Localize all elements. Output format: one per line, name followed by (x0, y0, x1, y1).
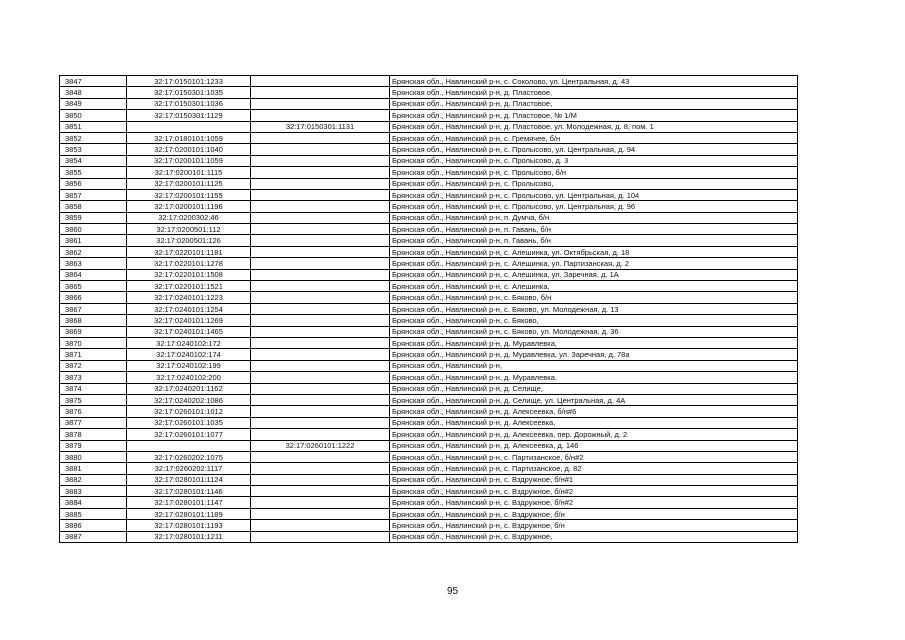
table-row (60, 451, 798, 462)
cadastral-number-cell: 32:17:0220101:1508 (127, 269, 251, 280)
row-number-cell: 3879 (60, 440, 127, 451)
cadastral-number-alt-cell (251, 497, 390, 508)
cadastral-number-alt-cell (251, 326, 390, 337)
row-number-cell: 3877 (60, 417, 127, 428)
row-number-cell: 3885 (60, 508, 127, 519)
table-row (60, 303, 798, 314)
row-number-cell: 3864 (60, 269, 127, 280)
address-cell: Брянская обл., Навлинский р-н, с. Алешинка, ул. Партизанская, д. 2 (390, 258, 798, 269)
address-cell: Брянская обл., Навлинский р-н, д. Пластовое, № 1/М (390, 110, 798, 121)
row-number-cell: 3848 (60, 87, 127, 98)
cadastral-number-alt-cell (251, 531, 390, 542)
cadastral-number-alt-cell (251, 520, 390, 531)
address-cell: Брянская обл., Навлинский р-н, с. Алешинка, (390, 281, 798, 292)
cadastral-number-alt-cell (251, 224, 390, 235)
cadastral-number-cell: 32:17:0240101:1254 (127, 303, 251, 314)
cadastral-number-alt-cell (251, 360, 390, 371)
table-row (60, 383, 798, 394)
address-cell: Брянская обл., Навлинский р-н, д. Алексеевка, (390, 417, 798, 428)
cadastral-number-cell: 32:17:0200101:1155 (127, 189, 251, 200)
cadastral-number-cell: 32:17:0200101:1059 (127, 155, 251, 166)
row-number-cell: 3880 (60, 451, 127, 462)
address-cell: Брянская обл., Навлинский р-н, с. Бяково, (390, 315, 798, 326)
cadastral-number-cell: 32:17:0240201:1162 (127, 383, 251, 394)
cadastral-number-cell (127, 121, 251, 132)
address-cell: Брянская обл., Навлинский р-н, с. Алешинка, ул. Заречная, д. 1А (390, 269, 798, 280)
cadastral-number-cell: 32:17:0280101:1147 (127, 497, 251, 508)
table-row (60, 429, 798, 440)
row-number-cell: 3874 (60, 383, 127, 394)
cadastral-number-cell: 32:17:0260101:1012 (127, 406, 251, 417)
table-row (60, 531, 798, 542)
table-row (60, 269, 798, 280)
address-cell: Брянская обл., Навлинский р-н, п. Гавань, б/н (390, 224, 798, 235)
cadastral-number-cell: 32:17:0200501:112 (127, 224, 251, 235)
cadastral-number-alt-cell (251, 429, 390, 440)
table-row (60, 246, 798, 257)
row-number-cell: 3881 (60, 463, 127, 474)
table-row (60, 463, 798, 474)
cadastral-number-cell: 32:17:0280101:1193 (127, 520, 251, 531)
table-row (60, 224, 798, 235)
cadastral-number-cell: 32:17:0240101:1269 (127, 315, 251, 326)
address-cell: Брянская обл., Навлинский р-н, д. Селище, (390, 383, 798, 394)
cadastral-number-alt-cell (251, 144, 390, 155)
cadastral-number-cell: 32:17:0240102:200 (127, 372, 251, 383)
cadastral-number-cell: 32:17:0240101:1465 (127, 326, 251, 337)
cadastral-number-cell: 32:17:0150301:1036 (127, 98, 251, 109)
cadastral-number-cell: 32:17:0220101:1278 (127, 258, 251, 269)
address-cell: Брянская обл., Навлинский р-н, с. Бяково, б/н (390, 292, 798, 303)
address-cell: Брянская обл., Навлинский р-н, с. Алешинка, ул. Октябрьская, д. 18 (390, 246, 798, 257)
cadastral-number-alt-cell (251, 281, 390, 292)
cadastral-number-alt-cell (251, 189, 390, 200)
address-cell: Брянская обл., Навлинский р-н, с. Вздружное, б/н (390, 508, 798, 519)
cadastral-number-cell: 32:17:0220101:1521 (127, 281, 251, 292)
table-body (60, 76, 798, 543)
row-number-cell: 3887 (60, 531, 127, 542)
cadastral-number-cell: 32:17:0200501:126 (127, 235, 251, 246)
row-number-cell: 3884 (60, 497, 127, 508)
row-number-cell: 3853 (60, 144, 127, 155)
table-row (60, 281, 798, 292)
address-cell: Брянская обл., Навлинский р-н, с. Пролысово, б/н (390, 167, 798, 178)
cadastral-number-alt-cell (251, 383, 390, 394)
table-row (60, 372, 798, 383)
cadastral-number-alt-cell (251, 201, 390, 212)
row-number-cell: 3876 (60, 406, 127, 417)
cadastral-number-cell: 32:17:0260101:1077 (127, 429, 251, 440)
table-row (60, 326, 798, 337)
cadastral-number-cell: 32:17:0280101:1146 (127, 486, 251, 497)
table-row (60, 508, 798, 519)
row-number-cell: 3856 (60, 178, 127, 189)
address-cell: Брянская обл., Навлинский р-н, с. Партизанское, д. 82 (390, 463, 798, 474)
cadastral-number-cell: 32:17:0150301:1129 (127, 110, 251, 121)
address-cell: Брянская обл., Навлинский р-н, (390, 360, 798, 371)
address-cell: Брянская обл., Навлинский р-н, д. Пластовое, (390, 98, 798, 109)
row-number-cell: 3847 (60, 76, 127, 87)
row-number-cell: 3857 (60, 189, 127, 200)
address-cell: Брянская обл., Навлинский р-н, д. Алексеевка, пер. Дорожный, д. 2 (390, 429, 798, 440)
cadastral-number-alt-cell (251, 349, 390, 360)
row-number-cell: 3850 (60, 110, 127, 121)
row-number-cell: 3870 (60, 337, 127, 348)
cadastral-number-alt-cell (251, 110, 390, 121)
cadastral-number-alt-cell (251, 508, 390, 519)
address-cell: Брянская обл., Навлинский р-н, п. Думча, б/н (390, 212, 798, 223)
cadastral-number-alt-cell (251, 372, 390, 383)
cadastral-number-alt-cell (251, 155, 390, 166)
address-cell: Брянская обл., Навлинский р-н, д. Пластовое, ул. Молодежная, д. 8, пом. 1 (390, 121, 798, 132)
table-row (60, 520, 798, 531)
table-row (60, 360, 798, 371)
row-number-cell: 3883 (60, 486, 127, 497)
cadastral-number-alt-cell (251, 406, 390, 417)
row-number-cell: 3863 (60, 258, 127, 269)
property-table (59, 75, 798, 543)
cadastral-number-alt-cell (251, 212, 390, 223)
cadastral-number-alt-cell (251, 394, 390, 405)
address-cell: Брянская обл., Навлинский р-н, с. Пролысово, д. 3 (390, 155, 798, 166)
cadastral-number-alt-cell (251, 486, 390, 497)
row-number-cell: 3858 (60, 201, 127, 212)
address-cell: Брянская обл., Навлинский р-н, с. Пролысово, ул. Центральная, д. 96 (390, 201, 798, 212)
table-row (60, 167, 798, 178)
table-row (60, 235, 798, 246)
table-row (60, 98, 798, 109)
row-number-cell: 3868 (60, 315, 127, 326)
cadastral-number-cell: 32:17:0240102:174 (127, 349, 251, 360)
table-row (60, 497, 798, 508)
cadastral-number-cell: 32:17:0280101:1124 (127, 474, 251, 485)
table-row (60, 258, 798, 269)
row-number-cell: 3862 (60, 246, 127, 257)
row-number-cell: 3855 (60, 167, 127, 178)
table-row (60, 417, 798, 428)
cadastral-number-cell: 32:17:0200101:1196 (127, 201, 251, 212)
page-number: 95 (446, 586, 459, 597)
row-number-cell: 3873 (60, 372, 127, 383)
table-row (60, 474, 798, 485)
address-cell: Брянская обл., Навлинский р-н, д. Муравлевка, ул. Заречная, д. 78а (390, 349, 798, 360)
table-row (60, 178, 798, 189)
row-number-cell: 3872 (60, 360, 127, 371)
address-cell: Брянская обл., Навлинский р-н, с. Пролысово, ул. Центральная, д. 94 (390, 144, 798, 155)
cadastral-number-alt-cell (251, 315, 390, 326)
row-number-cell: 3886 (60, 520, 127, 531)
address-cell: Брянская обл., Навлинский р-н, с. Бяково, ул. Молодежная, д. 13 (390, 303, 798, 314)
cadastral-number-alt-cell (251, 87, 390, 98)
cadastral-number-cell: 32:17:0260101:1035 (127, 417, 251, 428)
row-number-cell: 3859 (60, 212, 127, 223)
table-row (60, 394, 798, 405)
table-row (60, 337, 798, 348)
cadastral-number-alt-cell (251, 417, 390, 428)
row-number-cell: 3860 (60, 224, 127, 235)
cadastral-number-alt-cell (251, 258, 390, 269)
table-row (60, 144, 798, 155)
cadastral-number-cell: 32:17:0240102:199 (127, 360, 251, 371)
cadastral-number-cell: 32:17:0200101:1115 (127, 167, 251, 178)
address-cell: Брянская обл., Навлинский р-н, с. Партизанское, б/н#2 (390, 451, 798, 462)
table-row (60, 201, 798, 212)
cadastral-number-alt-cell: 32:17:0260101:1222 (251, 440, 390, 451)
cadastral-number-alt-cell: 32:17:0150301:1131 (251, 121, 390, 132)
address-cell: Брянская обл., Навлинский р-н, п. Гавань, б/н (390, 235, 798, 246)
cadastral-number-cell: 32:17:0220101:1181 (127, 246, 251, 257)
row-number-cell: 3878 (60, 429, 127, 440)
cadastral-number-cell: 32:17:0240102:172 (127, 337, 251, 348)
cadastral-number-cell: 32:17:0180101:1059 (127, 132, 251, 143)
row-number-cell: 3882 (60, 474, 127, 485)
row-number-cell: 3861 (60, 235, 127, 246)
address-cell: Брянская обл., Навлинский р-н, д. Муравлевка, (390, 337, 798, 348)
cadastral-number-cell: 32:17:0150301:1035 (127, 87, 251, 98)
cadastral-number-alt-cell (251, 167, 390, 178)
row-number-cell: 3867 (60, 303, 127, 314)
address-cell: Брянская обл., Навлинский р-н, с. Вздружное, б/н (390, 520, 798, 531)
table-row (60, 87, 798, 98)
cadastral-number-cell: 32:17:0200101:1125 (127, 178, 251, 189)
address-cell: Брянская обл., Навлинский р-н, д. Селище, ул. Центральная, д. 4А (390, 394, 798, 405)
address-cell: Брянская обл., Навлинский р-н, с. Вздружное, б/н#1 (390, 474, 798, 485)
cadastral-number-cell: 32:17:0200101:1040 (127, 144, 251, 155)
table-row (60, 189, 798, 200)
row-number-cell: 3849 (60, 98, 127, 109)
table-row (60, 292, 798, 303)
table-row (60, 76, 798, 87)
cadastral-number-cell: 32:17:0280101:1211 (127, 531, 251, 542)
address-cell: Брянская обл., Навлинский р-н, с. Бяково, ул. Молодежная, д. 36 (390, 326, 798, 337)
cadastral-number-alt-cell (251, 76, 390, 87)
cadastral-number-cell: 32:17:0200302:46 (127, 212, 251, 223)
cadastral-number-alt-cell (251, 337, 390, 348)
cadastral-number-cell: 32:17:0260202:1075 (127, 451, 251, 462)
cadastral-number-alt-cell (251, 474, 390, 485)
row-number-cell: 3852 (60, 132, 127, 143)
cadastral-number-alt-cell (251, 303, 390, 314)
table-row (60, 406, 798, 417)
address-cell: Брянская обл., Навлинский р-н, с. Вздружное, б/н#2 (390, 497, 798, 508)
cadastral-number-cell: 32:17:0260202:1117 (127, 463, 251, 474)
row-number-cell: 3869 (60, 326, 127, 337)
cadastral-number-alt-cell (251, 98, 390, 109)
row-number-cell: 3865 (60, 281, 127, 292)
table-row (60, 121, 798, 132)
cadastral-number-alt-cell (251, 292, 390, 303)
row-number-cell: 3851 (60, 121, 127, 132)
cadastral-number-alt-cell (251, 235, 390, 246)
cadastral-number-alt-cell (251, 269, 390, 280)
address-cell: Брянская обл., Навлинский р-н, с. Вздружное, б/н#2 (390, 486, 798, 497)
row-number-cell: 3854 (60, 155, 127, 166)
address-cell: Брянская обл., Навлинский р-н, с. Соколово, ул. Центральная, д. 43 (390, 76, 798, 87)
address-cell: Брянская обл., Навлинский р-н, д. Алексеевка, д. 146 (390, 440, 798, 451)
row-number-cell: 3866 (60, 292, 127, 303)
cadastral-number-cell: 32:17:0240202:1086 (127, 394, 251, 405)
table-row (60, 212, 798, 223)
cadastral-number-alt-cell (251, 246, 390, 257)
address-cell: Брянская обл., Навлинский р-н, д. Алексеевка, б/н#6 (390, 406, 798, 417)
address-cell: Брянская обл., Навлинский р-н, с. Пролысово, (390, 178, 798, 189)
table-row (60, 155, 798, 166)
cadastral-number-cell: 32:17:0240101:1223 (127, 292, 251, 303)
address-cell: Брянская обл., Навлинский р-н, д. Муравлевка, (390, 372, 798, 383)
table-row (60, 132, 798, 143)
cadastral-number-alt-cell (251, 178, 390, 189)
address-cell: Брянская обл., Навлинский р-н, с. Гремячее, б/н (390, 132, 798, 143)
cadastral-number-cell (127, 440, 251, 451)
cadastral-number-alt-cell (251, 451, 390, 462)
table-row (60, 440, 798, 451)
address-cell: Брянская обл., Навлинский р-н, с. Пролысово, ул. Центральная, д. 104 (390, 189, 798, 200)
cadastral-number-cell: 32:17:0150101:1233 (127, 76, 251, 87)
address-cell: Брянская обл., Навлинский р-н, д. Пластовое, (390, 87, 798, 98)
cadastral-number-alt-cell (251, 132, 390, 143)
table-row (60, 349, 798, 360)
row-number-cell: 3871 (60, 349, 127, 360)
cadastral-number-cell: 32:17:0280101:1189 (127, 508, 251, 519)
address-cell: Брянская обл., Навлинский р-н, с. Вздружное, (390, 531, 798, 542)
table-row (60, 486, 798, 497)
row-number-cell: 3875 (60, 394, 127, 405)
table-row (60, 315, 798, 326)
cadastral-number-alt-cell (251, 463, 390, 474)
table-row (60, 110, 798, 121)
